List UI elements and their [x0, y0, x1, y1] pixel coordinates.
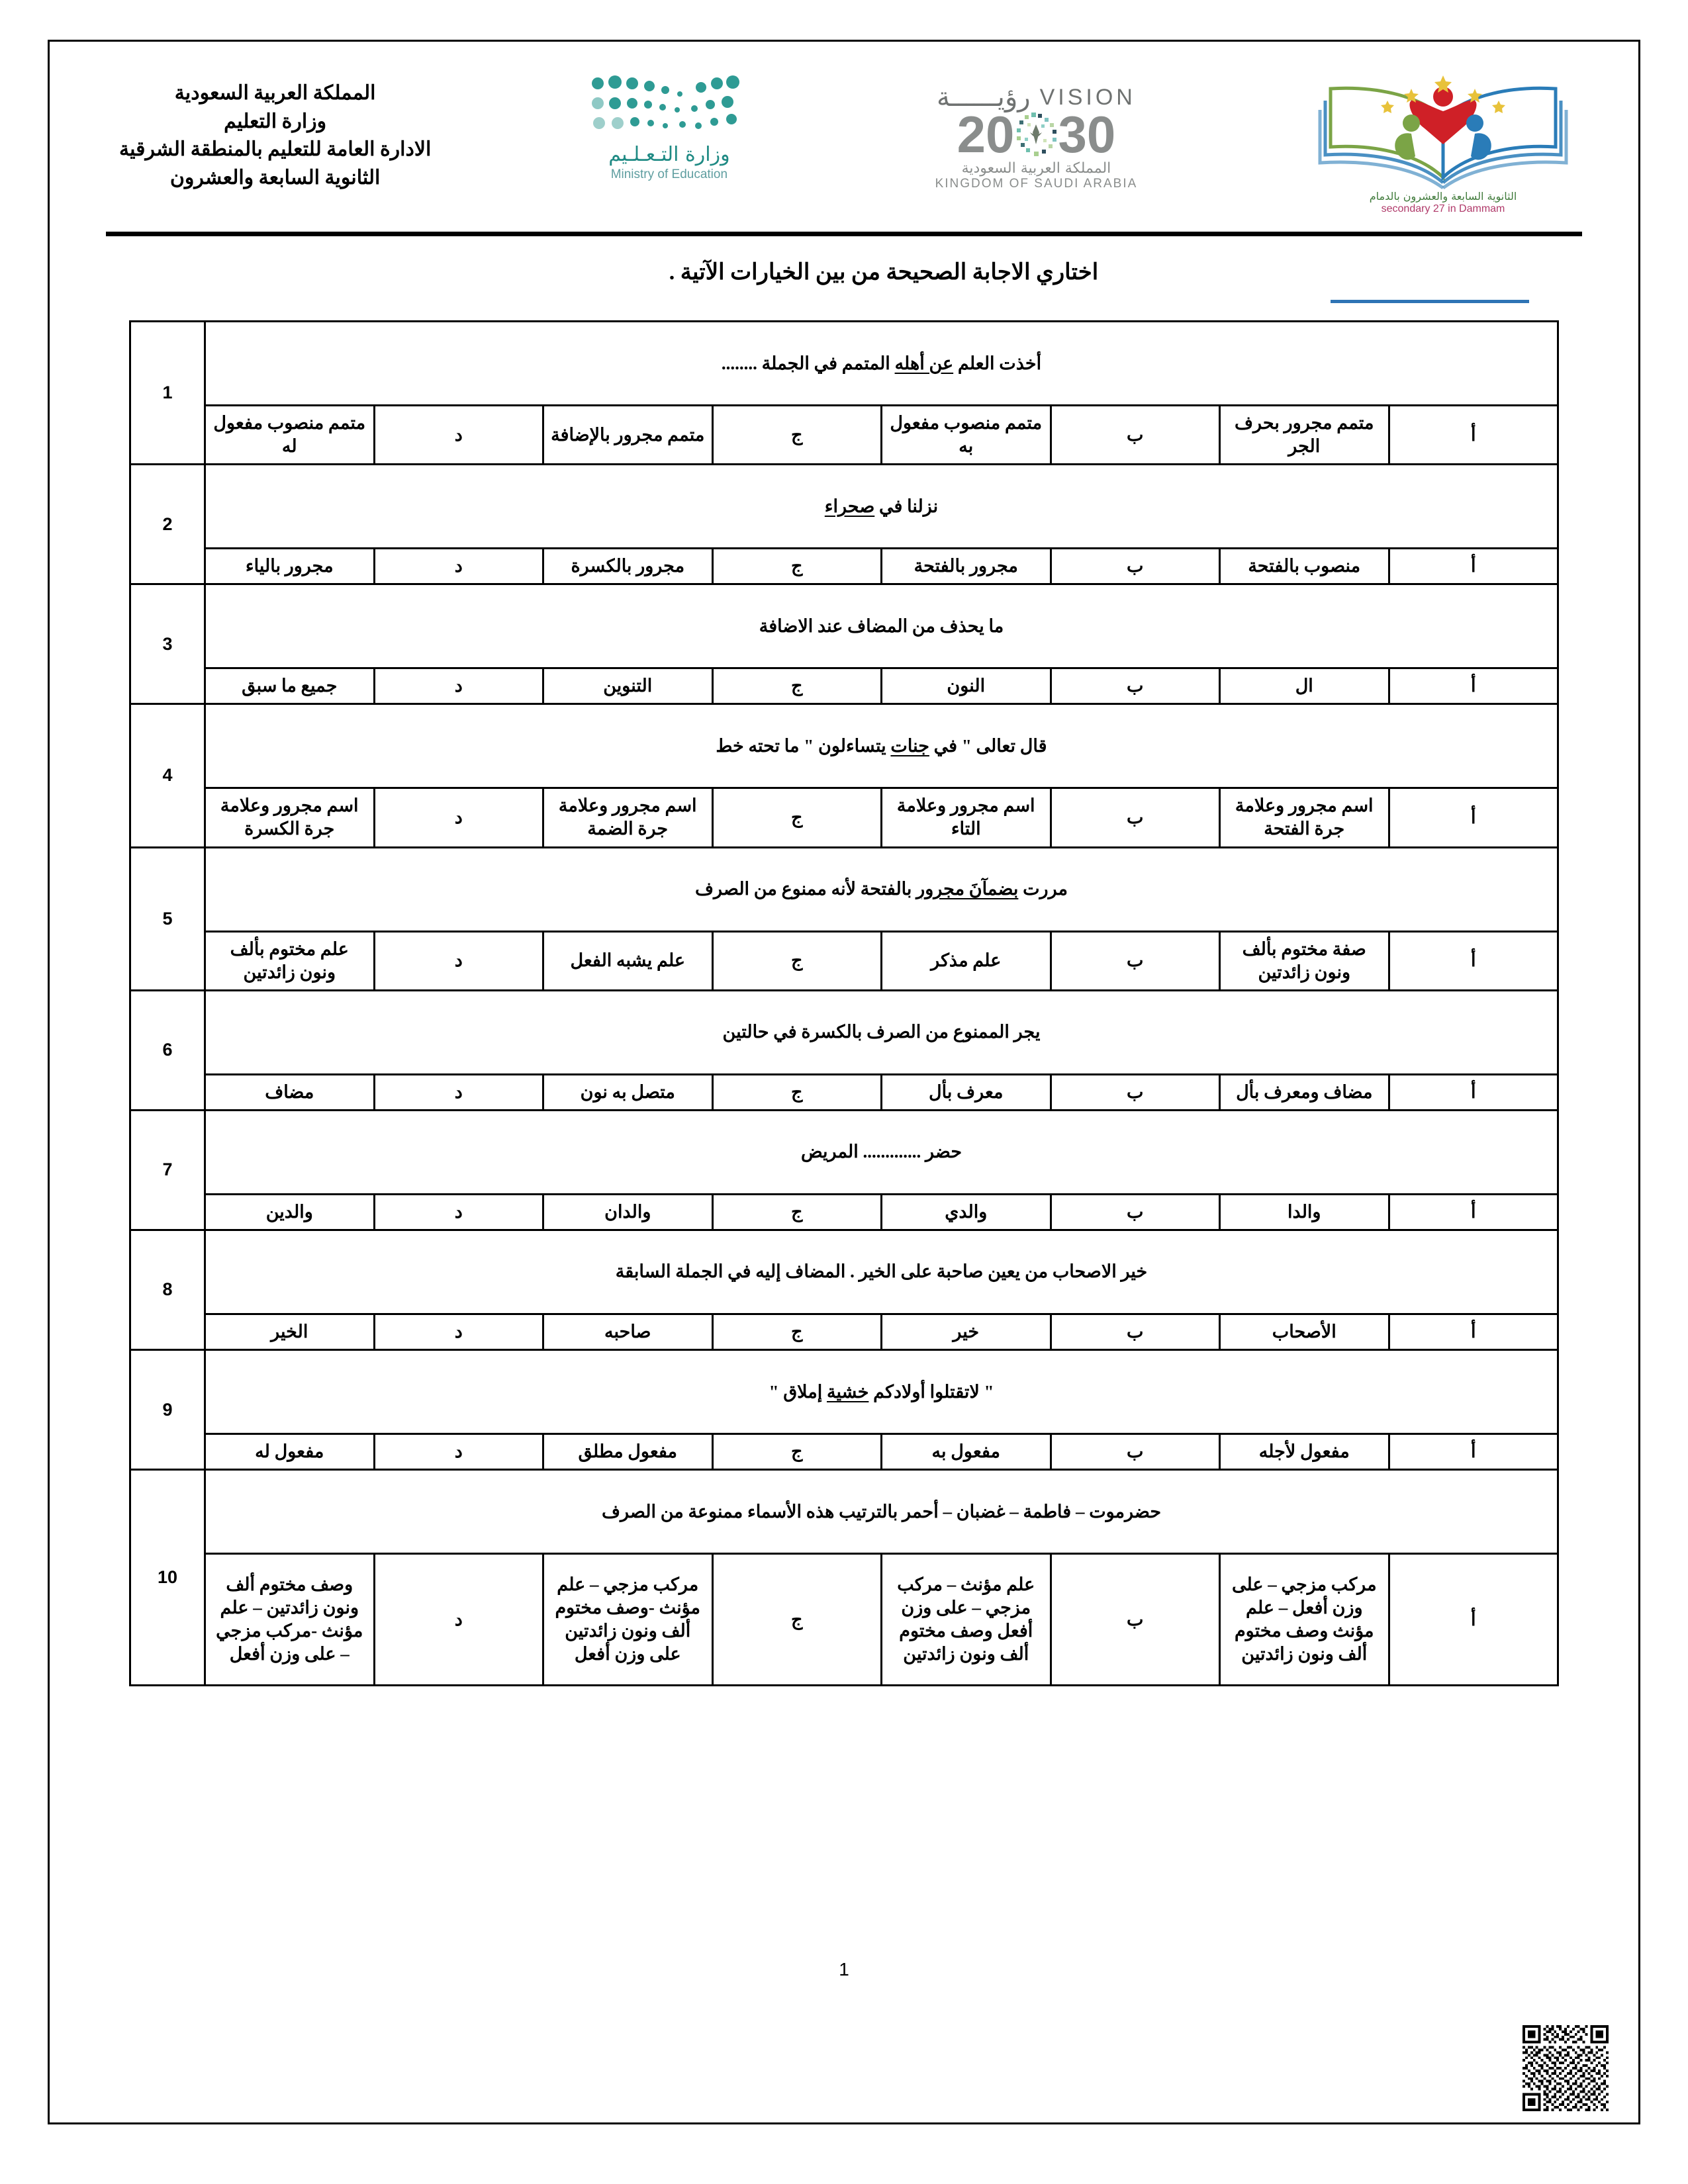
option-a[interactable]: ال: [1220, 668, 1389, 704]
question-text-after: إملاق ": [769, 1381, 827, 1402]
moe-logo-english-text: Ministry of Education: [610, 167, 728, 181]
option-letter-b: ب: [1051, 1434, 1220, 1470]
vision-english-word: VISION: [1039, 84, 1136, 110]
option-a[interactable]: مركب مزجي – على وزن أفعل – علم مؤنث وصف مختوم ألف ونون زائدتين: [1220, 1554, 1389, 1686]
question-text: [205, 1230, 1558, 1314]
option-c[interactable]: علم يشبه الفعل: [543, 931, 713, 990]
option-letter-a: أ: [1389, 406, 1558, 465]
option-letter-d: د: [374, 788, 543, 847]
option-d[interactable]: جميع ما سبق: [205, 668, 375, 704]
option-letter-d: د: [374, 549, 543, 584]
option-letter-b: ب: [1051, 406, 1220, 465]
question-text-underlined: جنات: [890, 735, 929, 756]
option-c[interactable]: التنوين: [543, 668, 713, 704]
option-a[interactable]: صفة مختوم بألف ونون زائدتين: [1220, 931, 1389, 990]
ministry-of-education-logo: [570, 60, 769, 182]
option-letter-c: ج: [712, 788, 882, 847]
question-text-before: مررت: [1018, 879, 1068, 899]
school-open-book-icon: [1311, 60, 1575, 202]
question-text: [205, 847, 1558, 931]
question-number: 9: [130, 1350, 205, 1470]
question-text: [205, 322, 1558, 406]
question-row: [130, 1230, 1558, 1314]
option-letter-a: أ: [1389, 668, 1558, 704]
question-row: [130, 465, 1558, 549]
option-a[interactable]: مضاف ومعرف بأل: [1220, 1074, 1389, 1110]
option-c[interactable]: والدان: [543, 1194, 713, 1230]
option-letter-c: ج: [712, 931, 882, 990]
option-letter-b: ب: [1051, 931, 1220, 990]
vision-subtitle-arabic: المملكة العربية السعودية: [961, 160, 1111, 177]
option-b[interactable]: علم مؤنث – مركب مزجي – على وزن أفعل وصف مختوم ألف ونون زائدتين: [882, 1554, 1051, 1686]
option-c[interactable]: متمم مجرور بالإضافة: [543, 406, 713, 465]
option-d[interactable]: وصف مختوم ألف ونون زائدتين – علم مؤنث -مركب مزجي – على وزن أفعل: [205, 1554, 375, 1686]
question-row: [130, 1350, 1558, 1434]
option-c[interactable]: اسم مجرور وعلامة جرة الضمة: [543, 788, 713, 847]
question-text-before: قال تعالى " في: [929, 735, 1047, 756]
option-b[interactable]: معرف بأل: [882, 1074, 1051, 1110]
option-d[interactable]: متمم منصوب مفعول له: [205, 406, 375, 465]
option-b[interactable]: متمم منصوب مفعول به: [882, 406, 1051, 465]
option-letter-d: د: [374, 1074, 543, 1110]
question-row: [130, 584, 1558, 668]
question-text: [205, 584, 1558, 668]
question-row: [130, 704, 1558, 788]
question-number: 6: [130, 990, 205, 1110]
option-b[interactable]: علم مذكر: [882, 931, 1051, 990]
options-row: [130, 1314, 1558, 1349]
moe-logo-arabic-text: وزارة التـعـلـيم: [608, 143, 730, 166]
option-letter-b: ب: [1051, 668, 1220, 704]
question-number: 8: [130, 1230, 205, 1349]
option-letter-a: أ: [1389, 788, 1558, 847]
school-logo-english-text: secondary 27 in Dammam: [1381, 203, 1505, 214]
page-content: [79, 60, 1609, 1686]
option-letter-d: د: [374, 406, 543, 465]
ministry-heading-block: [119, 60, 431, 192]
option-letter-b: ب: [1051, 1074, 1220, 1110]
question-text-before: حضرموت – فاطمة – غضبان – أحمر بالترتيب هذه الأسماء ممنوعة من الصرف: [601, 1501, 1162, 1522]
option-letter-a: أ: [1389, 549, 1558, 584]
option-letter-a: أ: [1389, 931, 1558, 990]
option-letter-c: ج: [712, 1434, 882, 1470]
vision-mosaic-star-icon: [1011, 110, 1060, 159]
option-letter-a: أ: [1389, 1194, 1558, 1230]
option-a[interactable]: الأصحاب: [1220, 1314, 1389, 1349]
option-d[interactable]: مضاف: [205, 1074, 375, 1110]
option-a[interactable]: منصوب بالفتحة: [1220, 549, 1389, 584]
question-text-before: ما يحذف من المضاف عند الاضافة: [759, 615, 1004, 636]
option-d[interactable]: مفعول له: [205, 1434, 375, 1470]
option-letter-c: ج: [712, 406, 882, 465]
question-row: [130, 990, 1558, 1074]
question-text-before: نزلنا في: [874, 496, 939, 516]
question-text-before: خير الاصحاب من يعين صاحبة على الخير . المضاف إليه في الجملة السابقة: [615, 1261, 1148, 1282]
ministry-line-country: المملكة العربية السعودية: [174, 82, 376, 104]
option-letter-b: ب: [1051, 1314, 1220, 1349]
question-number: 2: [130, 465, 205, 584]
option-letter-c: ج: [712, 1194, 882, 1230]
option-letter-b: ب: [1051, 1554, 1220, 1686]
option-letter-a: أ: [1389, 1434, 1558, 1470]
school-logo-arabic-text: الثانوية السابعة والعشرون بالدمام: [1369, 190, 1517, 203]
option-d[interactable]: اسم مجرور وعلامة جرة الكسرة: [205, 788, 375, 847]
question-text-underlined: بضمآنَ مجرور: [916, 879, 1019, 899]
option-letter-d: د: [374, 1314, 543, 1349]
vision-arabic-word: رؤيــــــة: [937, 82, 1031, 113]
option-a[interactable]: اسم مجرور وعلامة جرة الفتحة: [1220, 788, 1389, 847]
option-letter-c: ج: [712, 668, 882, 704]
option-letter-b: ب: [1051, 788, 1220, 847]
question-number: 1: [130, 322, 205, 465]
question-text-after: المتمم في الجملة ........: [721, 353, 895, 373]
question-text-after: بالفتحة لأنه ممنوع من الصرف: [695, 879, 917, 899]
question-row: [130, 322, 1558, 406]
moe-dot-pattern-icon: [590, 73, 749, 136]
option-letter-d: د: [374, 1434, 543, 1470]
options-row: [130, 931, 1558, 990]
option-d[interactable]: علم مختوم بألف ونون زائدتين: [205, 931, 375, 990]
option-letter-d: د: [374, 1194, 543, 1230]
option-a[interactable]: مفعول لأجله: [1220, 1434, 1389, 1470]
option-d[interactable]: والدين: [205, 1194, 375, 1230]
option-letter-b: ب: [1051, 549, 1220, 584]
question-number: 5: [130, 847, 205, 990]
option-b[interactable]: مجرور بالفتحة: [882, 549, 1051, 584]
ministry-line-ministry: وزارة التعليم: [224, 110, 327, 132]
questions-table-body: [130, 322, 1558, 1686]
document-header: [79, 60, 1609, 232]
page-number: 1: [839, 1959, 849, 1979]
option-d[interactable]: الخير: [205, 1314, 375, 1349]
question-text: [205, 1470, 1558, 1554]
option-letter-a: أ: [1389, 1074, 1558, 1110]
instruction-text: اختاري الاجابة الصحيحة من بين الخيارات الآتية .: [669, 260, 1099, 285]
question-text-underlined: صحراء: [824, 496, 875, 516]
ministry-line-school: الثانوية السابعة والعشرون: [169, 166, 381, 189]
option-d[interactable]: مجرور بالياء: [205, 549, 375, 584]
question-text-after: يتساءلون " ما تحته خط: [716, 735, 891, 756]
options-row: [130, 1194, 1558, 1230]
question-text-before: أخذت العلم: [953, 353, 1042, 373]
question-row: [130, 847, 1558, 931]
school-logo: [1304, 60, 1582, 215]
question-row: [130, 1470, 1558, 1554]
question-text: [205, 990, 1558, 1074]
option-c[interactable]: مفعول مطلق: [543, 1434, 713, 1470]
instruction-underline-accent: [1331, 300, 1529, 303]
vision-subtitle-english: KINGDOM OF SAUDI ARABIA: [935, 177, 1138, 191]
header-divider: [106, 232, 1582, 236]
option-letter-a: أ: [1389, 1314, 1558, 1349]
option-a[interactable]: متمم مجرور بحرف الجر: [1220, 406, 1389, 465]
question-number: 3: [130, 584, 205, 704]
option-letter-c: ج: [712, 1554, 882, 1686]
vision-year-right: 30: [1058, 105, 1116, 163]
question-text-underlined: خشية: [826, 1381, 869, 1402]
options-row: [130, 406, 1558, 465]
question-text-underlined: عن أهله: [894, 353, 954, 373]
ministry-line-directorate: الادارة العامة للتعليم بالمنطقة الشرقية: [119, 138, 432, 161]
options-row: [130, 1554, 1558, 1686]
options-row: [130, 1074, 1558, 1110]
option-letter-d: د: [374, 931, 543, 990]
option-letter-d: د: [374, 1554, 543, 1686]
options-row: [130, 788, 1558, 847]
options-row: [130, 549, 1558, 584]
qr-code-icon: [1523, 2025, 1609, 2111]
option-b[interactable]: النون: [882, 668, 1051, 704]
option-c[interactable]: مركب مزجي – علم مؤنث -وصف مختوم ألف ونون زائدتين على وزن أفعل: [543, 1554, 713, 1686]
question-number: 10: [130, 1470, 205, 1686]
question-text: [205, 465, 1558, 549]
question-text: [205, 1110, 1558, 1194]
vision-year-row: [907, 105, 1165, 163]
question-text: [205, 704, 1558, 788]
question-text: [205, 1350, 1558, 1434]
question-number: 4: [130, 704, 205, 847]
option-letter-d: د: [374, 668, 543, 704]
options-row: [130, 668, 1558, 704]
option-a[interactable]: والدا: [1220, 1194, 1389, 1230]
question-text-before: حضر ............. المريض: [800, 1142, 962, 1162]
option-letter-c: ج: [712, 1074, 882, 1110]
vision-year-left: 20: [957, 105, 1015, 163]
option-letter-c: ج: [712, 1314, 882, 1349]
option-b[interactable]: خير: [882, 1314, 1051, 1349]
option-letter-c: ج: [712, 549, 882, 584]
question-row: [130, 1110, 1558, 1194]
questions-table: [129, 320, 1559, 1686]
option-letter-a: أ: [1389, 1554, 1558, 1686]
option-c[interactable]: صاحبه: [543, 1314, 713, 1349]
option-letter-b: ب: [1051, 1194, 1220, 1230]
vision-wordmark-row: [907, 82, 1165, 113]
option-b[interactable]: مفعول به: [882, 1434, 1051, 1470]
question-text-before: " لاتقتلوا أولادكم: [868, 1381, 994, 1402]
options-row: [130, 1434, 1558, 1470]
vision-2030-logo: [907, 60, 1165, 191]
option-c[interactable]: متصل به نون: [543, 1074, 713, 1110]
question-text-before: يجر الممنوع من الصرف بالكسرة في حالتين: [722, 1022, 1041, 1042]
option-b[interactable]: والدي: [882, 1194, 1051, 1230]
question-number: 7: [130, 1110, 205, 1230]
option-b[interactable]: اسم مجرور وعلامة التاء: [882, 788, 1051, 847]
option-c[interactable]: مجرور بالكسرة: [543, 549, 713, 584]
